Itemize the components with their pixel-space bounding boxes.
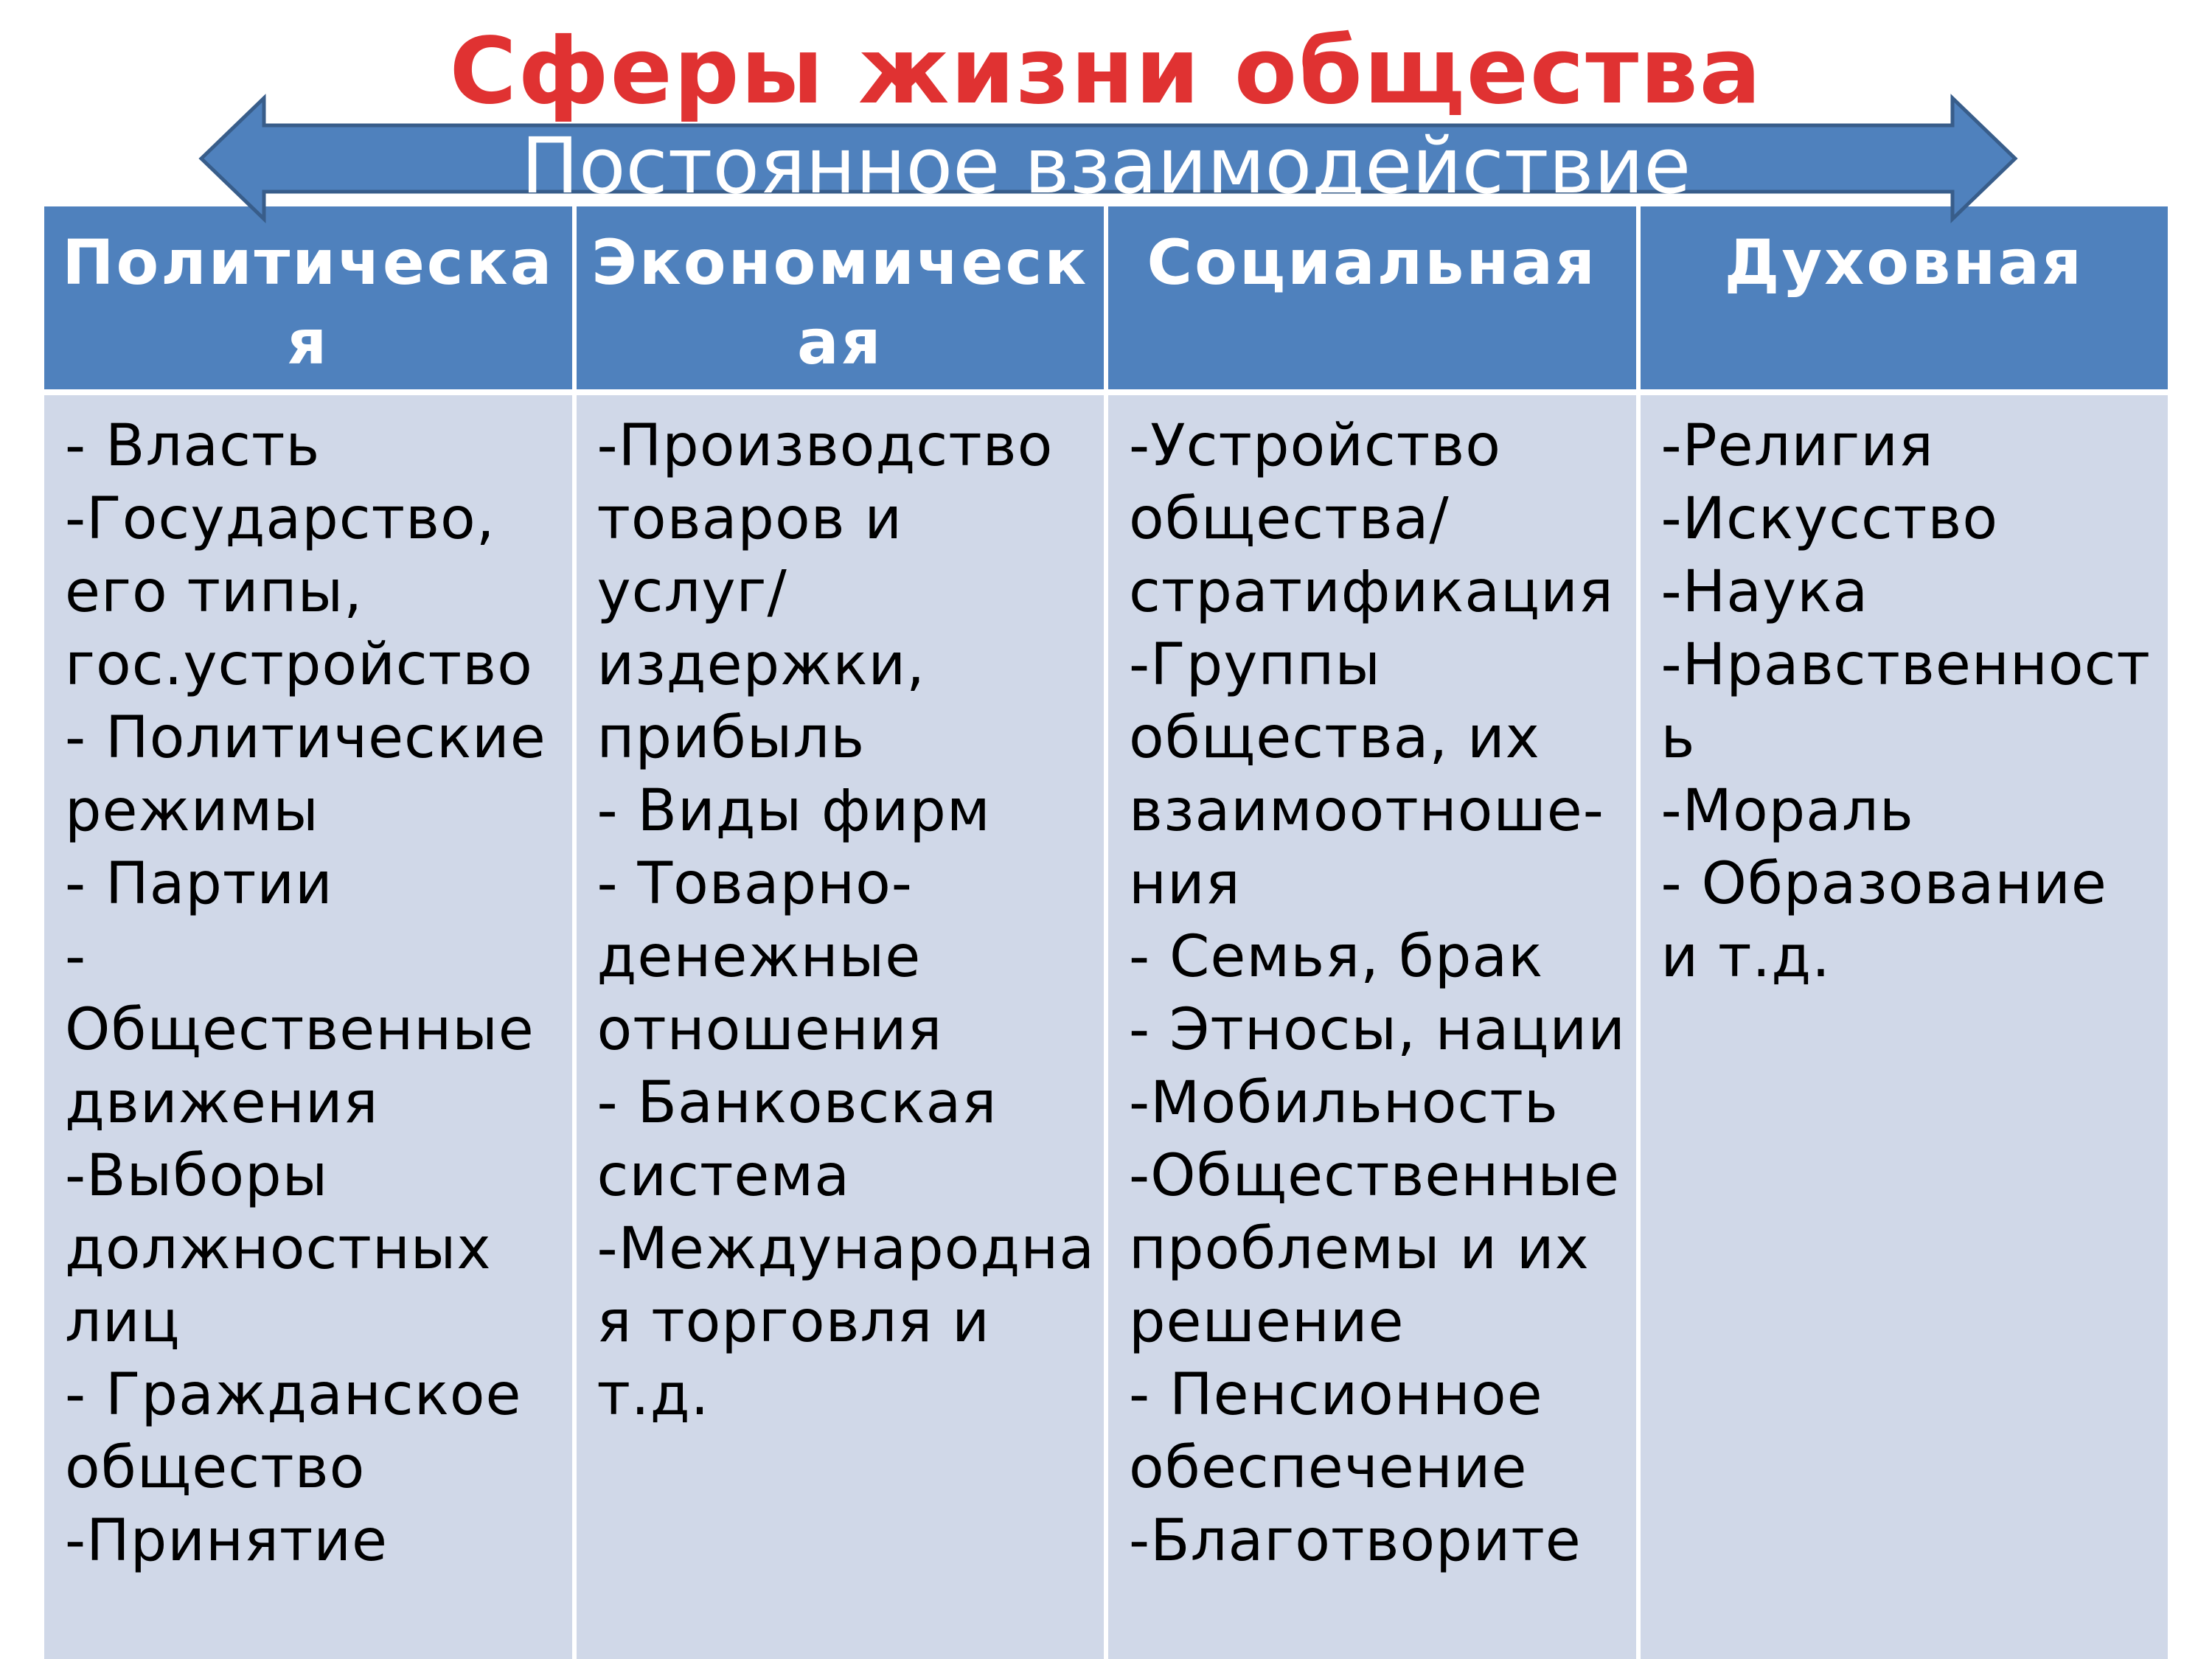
header-spiritual: Духовная [1641,206,2168,389]
list-item: -Искусство [1660,486,1999,552]
arrow-caption: Постоянное взаимодействие [521,121,1691,211]
list-item: - Пенсионное обеспечение [1129,1362,1562,1501]
list-item: - Этносы, нации [1129,997,1626,1063]
list-item: -Благотворите [1129,1508,1582,1574]
list-item: - Банковская система [597,1070,1017,1209]
list-item: - Партии [65,851,333,917]
cell-spiritual [1641,395,2168,1659]
list-item: - Семья, брак [1129,924,1544,990]
list-item: -Религия [1660,413,1934,479]
header-political: Политическая [44,206,572,389]
header-economic: Экономическая [577,206,1105,389]
slide-title: Сферы жизни общества [449,18,1763,125]
cell-social [1108,395,1639,1659]
list-item: -Мобильность [1129,1070,1559,1136]
list-item: -Производство товаров и услуг/ издержки, прибыль [597,413,1073,771]
list-item: -Нравственность [1660,632,2151,771]
list-item: - Товарно-денежные отношения [597,851,943,1063]
list-item: - Гражданское общество [65,1362,541,1501]
list-item: -Общественные проблемы и их решение [1129,1143,1639,1355]
list-item: -Группы общества, их взаимоотноше-ния [1129,632,1604,917]
list-item: -Принятие [65,1508,389,1574]
list-item: -Мораль [1660,778,1914,844]
list-item: - Виды фирм [597,778,991,844]
list-item: -Государство, его типы, гос.устройство [65,486,533,698]
list-item: - Политические режимы [65,705,566,844]
list-item: -Наука [1660,559,1869,625]
list-item: -Устройство общества/ стратификация [1129,413,1614,625]
spheres-table [44,206,2168,1659]
list-item: - Власть [65,413,321,479]
list-item: -Выборы должностных лиц [65,1143,511,1355]
list-item: -Международная торговля и т.д. [597,1216,1096,1428]
cell-political [44,395,572,1659]
cell-economic [577,395,1105,1659]
list-item: - Образование и т.д. [1660,851,2126,990]
header-social: Социальная [1108,206,1636,389]
list-item: - Общественные движения [65,924,554,1136]
